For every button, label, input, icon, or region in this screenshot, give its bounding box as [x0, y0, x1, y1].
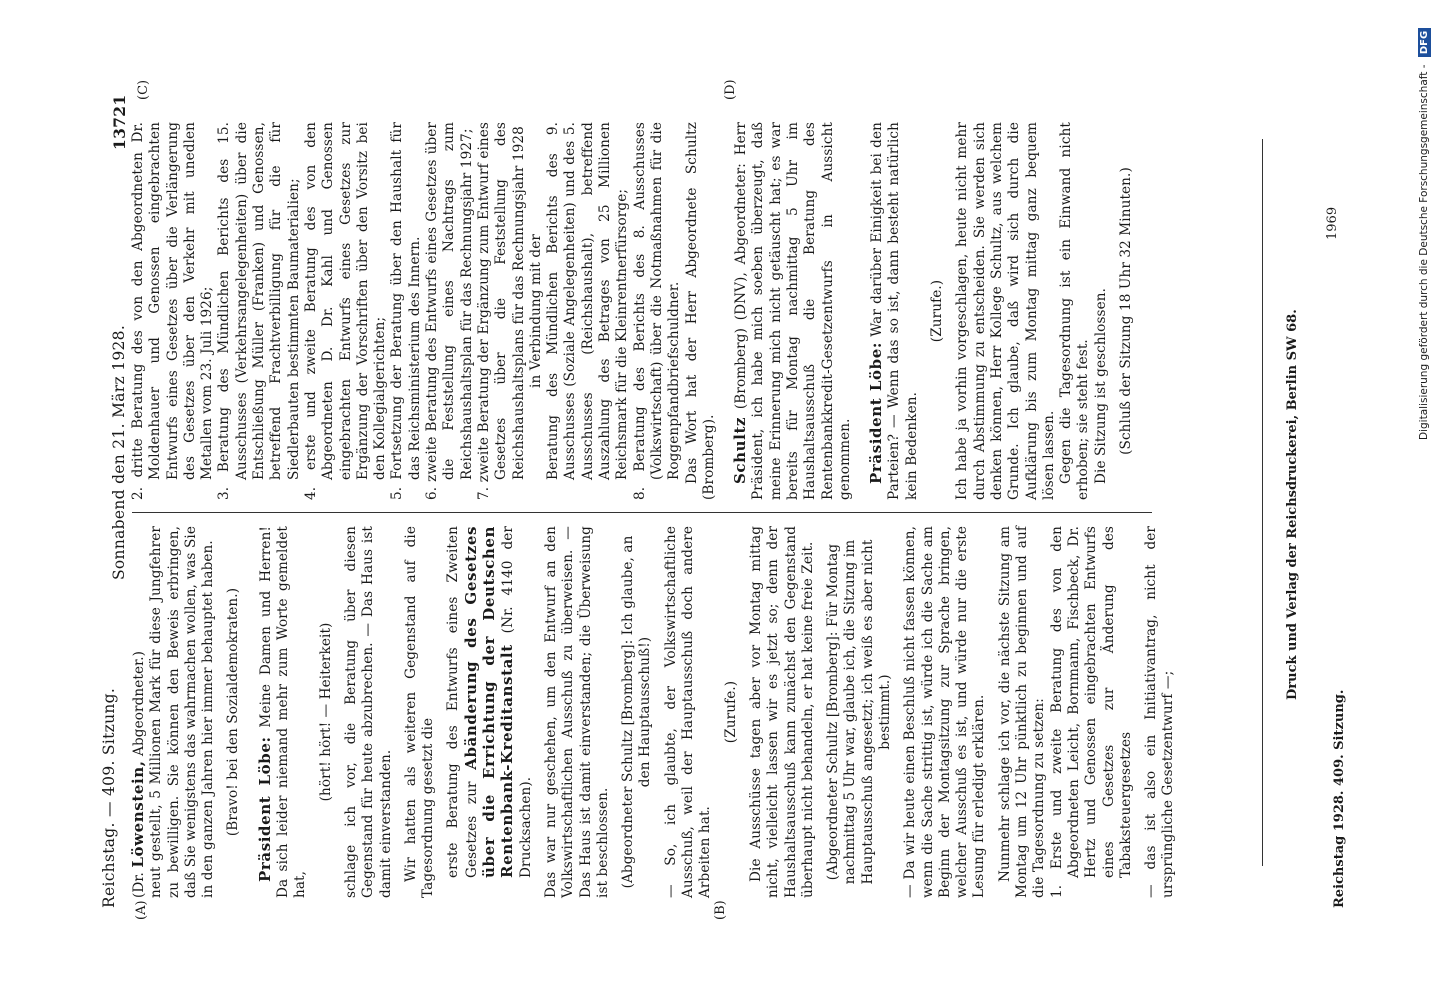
funding-note: [1418, 28, 1431, 440]
margin-letter-b: (B): [713, 900, 728, 920]
paragraph-abbrechen: schlage ich vor, die Beratung über diesen Gegenstand für heute abzubrechen. — Das Haus ist damit einverstanden.: [342, 526, 394, 898]
dfg-logo: DFG: [1418, 28, 1431, 57]
interjection-zurufe-2: (Zurufe.): [929, 279, 946, 343]
agenda-in-verbindung: in Verbindung mit der: [527, 234, 544, 388]
paragraph-jungfehrer: neut gestellt, 5 Millionen Mark für diese Jungfehrer zu bewilligen. Sie können den Beweis erbringen, daß Sie wenigstens das wahrmachen wollen, was Sie in den ganzen Jahren hier immer behauptet haben.: [148, 526, 217, 898]
speaker-ref-open: (Dr.: [131, 872, 147, 898]
footer-printer: Druck und Verlag der Reichsdruckerei, Berlin SW 68.: [1285, 309, 1300, 700]
agenda-rentenbank-title: Abänderung des Gesetzes über die Errichtung der Deutschen Rentenbank-Kreditanstalt: [461, 525, 517, 878]
agenda-drucksache: (Nr. 4140 der Drucksachen).: [500, 526, 534, 878]
paragraph-initiativantrag: — das ist also ein Initiativantrag, nicht der ursprüngliche Gesetzentwurf —;: [1143, 526, 1177, 898]
right-column: [130, 122, 1135, 500]
paragraph-schluss: (Schluß der Sitzung 18 Uhr 32 Minuten.): [1118, 167, 1135, 455]
speaker-praesident-loebe-2: Präsident Löbe:: [867, 341, 886, 484]
agenda-item-1: 1. Erste und zweite Beratung des von den Abgeordneten Leicht, Bornmann, Fischbeck, Dr. Hertz und Genossen eingebrachten Entwurfs eines Gesetzes zur Änderung des Tabaksteuergesetzes: [1048, 526, 1134, 898]
interjection-bravo: (Bravo! bei den Sozialdemokraten.): [225, 587, 242, 837]
paragraph-geschlossen: Die Sitzung ist geschlossen.: [1092, 287, 1109, 484]
agenda-item-8: 8. Beratung des Berichts des 8. Ausschusses (Volkswirtschaft) über die Notmaßnahmen für die Roggenpfandbriefschuldner.: [631, 122, 683, 500]
margin-letter-a: (A): [134, 900, 149, 920]
paragraph-ueberweisung: Das war nur geschehen, um den Entwurf an den Volkswirtschaftlichen Ausschuß zu überweisen. — Das Haus ist damit einverstanden; die Überweisung ist beschlossen.: [542, 526, 611, 898]
footer-number: 1969: [1325, 206, 1340, 240]
interjection-schultz-2: (Abgeordneter Schultz [Bromberg]: Für Montag nachmittag 5 Uhr war, glaube ich, die Sitzung im Hauptausschuß angesetzt; ich weiß es aber nicht bestimmt.): [825, 539, 893, 885]
agenda-item-3: 3. Beratung des Mündlichen Berichts des 15. Ausschusses (Verkehrsangelegenheiten) über die Entschließung Müller (Franken) und Genossen, betreffend Frachtverbilligung für die für Siedlerbauten bestimmten Baumaterialien;: [216, 122, 302, 500]
agenda-item-5: 5. Fortsetzung der Beratung über den Haushalt für das Reichsministerium des Innern.: [389, 122, 423, 500]
agenda-item-4: 4. erste und zweite Beratung des von den Abgeordneten D. Dr. Kahl und Genossen eingebrachten Entwurfs eines Gesetzes zur Ergänzung der Vorschriften über den Vorsitz bei den Kollegialgerichten;: [302, 122, 389, 500]
paragraph-beschluss: — Da wir heute einen Beschluß nicht fassen können, wenn die Sache strittig ist, würde ich die Sache am Beginn der Montagsitzung zur Sprache bringen, welcher Ausschuß es ist, und würde nur die erste Lesung für erledigt erklären.: [902, 526, 988, 898]
paragraph-vorhin: Ich habe ja vorhin vorgeschlagen, heute nicht mehr durch Abstimmung zu entscheiden. Sie werden sich denken können, Herr Kollege Schultz, aus welchem Grunde. Ich glaube, daß wird sich durch die Aufklärung bis zum Montag mittag ganz bequem lösen lassen.: [954, 122, 1057, 500]
speaker-role: Abgeordneter.): [131, 650, 147, 756]
agenda-item-2: 2. dritte Beratung des von den Abgeordneten Dr. Moldenhauer und Genossen eingebrachten Entwurfs eines Gesetzes über die Verlängerung des Gesetzes über den Verkehr mit unedlen Metallen vom 23. Juli 1926;: [130, 122, 216, 500]
paragraph-schultz: (Bromberg) (DNV), Abgeordneter: Herr Präsident, ich habe mich soeben überzeugt, daß meine Erinnerung mich nicht getäuscht hat; es war bereits für Montag nachmittag 5 Uhr im Haushaltsausschuß die Beratung des Rentenbankkredit-Gesetzentwurfs in Aussicht genommen.: [733, 122, 853, 500]
paragraph-wort-schultz: Das Wort hat der Herr Abgeordnete Schultz (Bromberg).: [683, 122, 717, 500]
paragraph-einigkeit: War darüber Einigkeit bei den Parteien? — Wenn das so ist, dann besteht natürlich kein Bedenken.: [869, 122, 920, 500]
interjection-heiterkeit: (hört! hört! — Heiterkeit): [317, 622, 334, 802]
paragraph-einwand: Gegen die Tagesordnung ist ein Einwand nicht erhoben; sie steht fest.: [1058, 122, 1092, 500]
agenda-erste-beratung: erste Beratung des Entwurfs eines Zweiten Gesetzes zur: [445, 526, 480, 878]
paragraph-tagesordnung: Wir hatten als weiteren Gegenstand auf die Tagesordnung gesetzt die: [402, 526, 437, 898]
paragraph-naechste-sitzung: Nunmehr schlage ich vor, die nächste Sitzung am Montag um 12 Uhr pünktlich zu beginnen und auf die Tagesordnung zu setzen:: [996, 526, 1048, 898]
speaker-schultz: Schultz: [731, 416, 750, 484]
paragraph-damen-herren: Meine Damen und Herren! Da sich leider niemand mehr zum Worte gemeldet hat,: [257, 526, 309, 898]
header-left: Reichstag. — 409. Sitzung.: [100, 687, 118, 908]
page-number: 13721: [110, 94, 129, 150]
speaker-name-loewenstein: Löwenstein,: [129, 760, 147, 868]
interjection-zurufe-1: (Zurufe.): [722, 680, 739, 744]
footer-left: Reichstag 1928. 409. Sitzung.: [1332, 689, 1347, 908]
header-date: Sonnabend den 21. März 1928.: [110, 324, 128, 580]
funding-note-text: Digitalisierung gefördert durch die Deutsche Forschungsgemeinschaft -: [1418, 64, 1430, 440]
agenda-item-6: 6. zweite Beratung des Entwurfs eines Gesetzes über die Feststellung eines Nachtrags zum Reichshaushaltsplan für das Rechnungsjahr 1927;: [424, 122, 475, 500]
agenda-item-7: 7. zweite Beratung der Ergänzung zum Entwurf eines Gesetzes über die Feststellung des Reichshaushaltsplans für das Rechnungsjahr 1928: [475, 122, 527, 500]
margin-letter-d: (D): [723, 79, 738, 100]
interjection-schultz-1: (Abgeordneter Schultz [Bromberg]: Ich glaube, an den Hauptausschuß!): [620, 535, 654, 889]
column-separator: [132, 512, 1152, 513]
paragraph-ausschuesse: Die Ausschüsse tagen aber vor Montag mittag nicht, vielleicht lassen wir es jetzt so; denn der Haushaltsausschuß kann zunächst den Gegenstand überhaupt nicht behandeln, er hat keine freie Zeit.: [747, 526, 816, 898]
left-column: [130, 526, 1178, 898]
speaker-praesident-loebe: Präsident Löbe:: [255, 736, 274, 882]
margin-letter-c: (C): [136, 79, 151, 100]
paragraph-so-ich-glaubte: — So, ich glaubte, der Volkswirtschaftliche Ausschuß, weil der Hauptausschuß doch andere Arbeiten hat.: [662, 526, 714, 898]
footer-rule: [1262, 139, 1263, 866]
agenda-beratung-bericht: Beratung des Mündlichen Berichts des 9. Ausschusses (Soziale Angelegenheiten) und des 5. Ausschusses (Reichshaushalt), betreffend Auszahlung des Betrages von 25 Millionen Reichsmark für die Kleinrentnerfürsorge;: [545, 122, 631, 480]
